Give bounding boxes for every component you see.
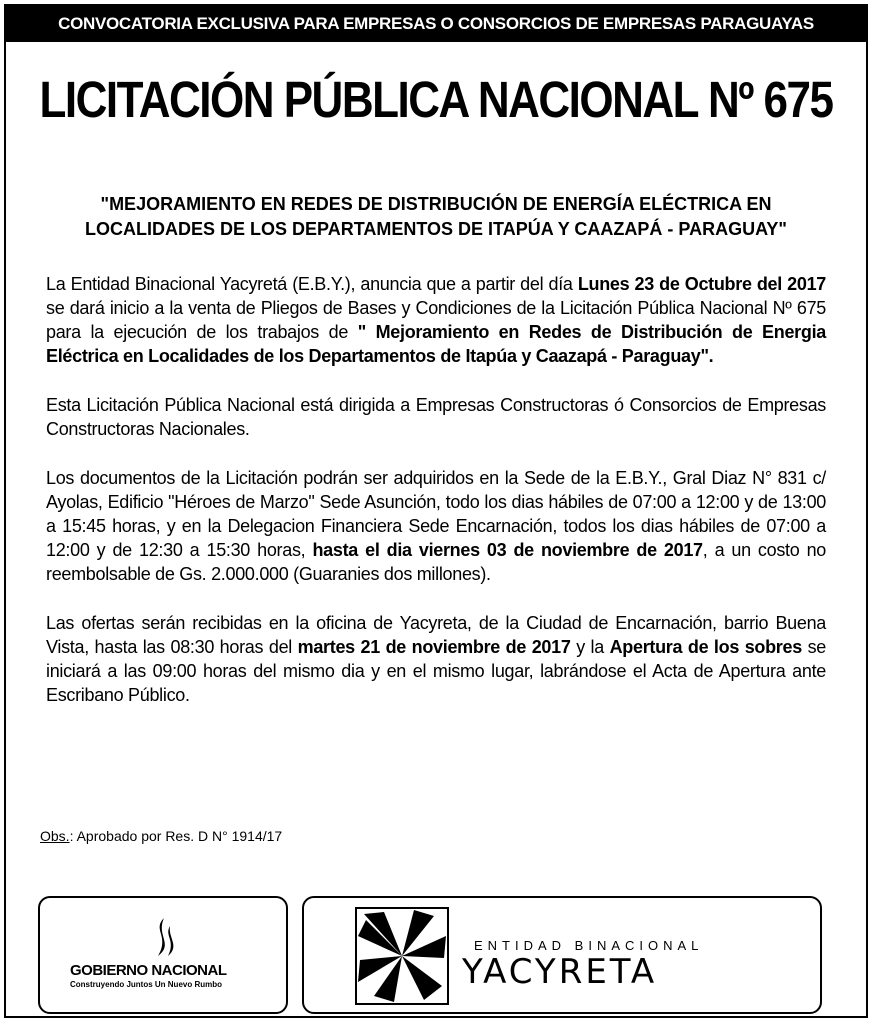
p4-text-c: y la bbox=[570, 637, 610, 657]
page-title: LICITACIÓN PÚBLICA NACIONAL Nº 675 bbox=[39, 72, 833, 129]
eby-top-text: ENTIDAD BINACIONAL bbox=[474, 938, 704, 953]
subtitle-line-2: LOCALIDADES DE LOS DEPARTAMENTOS DE ITAPÚA Y CAAZAPÁ - PARAGUAY" bbox=[85, 219, 787, 239]
subtitle-line-1: "MEJORAMIENTO EN REDES DE DISTRIBUCIÓN DE ENERGÍA ELÉCTRICA EN bbox=[100, 194, 772, 214]
spiral-icon bbox=[354, 906, 450, 1006]
p4-opening: Apertura de los sobres bbox=[609, 637, 802, 657]
p1-project-name: " Mejoramiento en Redes de Distribución de Energia Eléctrica en Localidades de los Departamentos de Itapúa y Caazapá - Paraguay". bbox=[46, 322, 826, 366]
paragraph-1 bbox=[46, 272, 826, 368]
p1-text-a: La Entidad Binacional Yacyretá (E.B.Y.), anuncia que a partir del día bbox=[46, 274, 578, 294]
p3-deadline: hasta el dia viernes 03 de noviembre de 2017 bbox=[312, 540, 703, 560]
gobierno-nacional-logo bbox=[38, 896, 288, 1014]
p4-text-e: se iniciará a las 09:00 horas del mismo dia y en el mismo lugar, labrándose el Acta de Apertura ante Escribano Público. bbox=[46, 637, 826, 705]
p3-text-a: Los documentos de la Licitación podrán ser adquiridos en la Sede de la E.B.Y., Gral Diaz N° 831 c/ Ayolas, Edificio "Héroes de Marzo" Sede Asunción, todo los dias hábiles de 07:00 a 12:00 y de 13:00 a 15:45 horas, y en la Delegacion Financiera Sede Encarnación, todos los dias hábiles de 07:00 a 12:00 y de 12:30 a 15:30 horas, bbox=[46, 468, 826, 560]
paragraph-2: Esta Licitación Pública Nacional está dirigida a Empresas Constructoras ó Consorcios de Empresas Constructoras Nacionales. bbox=[46, 395, 826, 439]
gobierno-tagline: Construyendo Juntos Un Nuevo Rumbo bbox=[70, 980, 222, 989]
paragraph-4 bbox=[46, 611, 826, 707]
p1-text-c: se dará inicio a la venta de Pliegos de Bases y Condiciones de la Licitación Pública Nacional Nº 675 para la ejecución de los trabajos de bbox=[46, 298, 826, 342]
notice-body bbox=[46, 272, 826, 732]
p4-offer-date: martes 21 de noviembre de 2017 bbox=[297, 637, 571, 657]
paragraph-3 bbox=[46, 466, 826, 586]
p3-text-c: , a un costo no reembolsable de Gs. 2.000.000 (Guaranies dos millones). bbox=[46, 540, 826, 584]
p1-start-date: Lunes 23 de Octubre del 2017 bbox=[577, 274, 826, 294]
observation-note bbox=[40, 828, 282, 844]
flame-icon bbox=[144, 916, 184, 960]
banner: CONVOCATORIA EXCLUSIVA PARA EMPRESAS O CONSORCIOS DE EMPRESAS PARAGUAYAS bbox=[6, 6, 866, 42]
notice-frame bbox=[4, 4, 868, 1018]
yacyreta-logo bbox=[302, 896, 822, 1014]
gobierno-word: GOBIERNO NACIONAL bbox=[70, 962, 227, 979]
obs-label: Obs. bbox=[40, 828, 70, 844]
eby-main-text: YACYRETA bbox=[462, 952, 658, 992]
obs-text: : Aprobado por Res. D N° 1914/17 bbox=[69, 828, 283, 844]
p4-text-a: Las ofertas serán recibidas en la oficina de Yacyreta, de la Ciudad de Encarnación, barrio Buena Vista, hasta las 08:30 horas del bbox=[46, 613, 826, 657]
subtitle bbox=[36, 192, 836, 242]
